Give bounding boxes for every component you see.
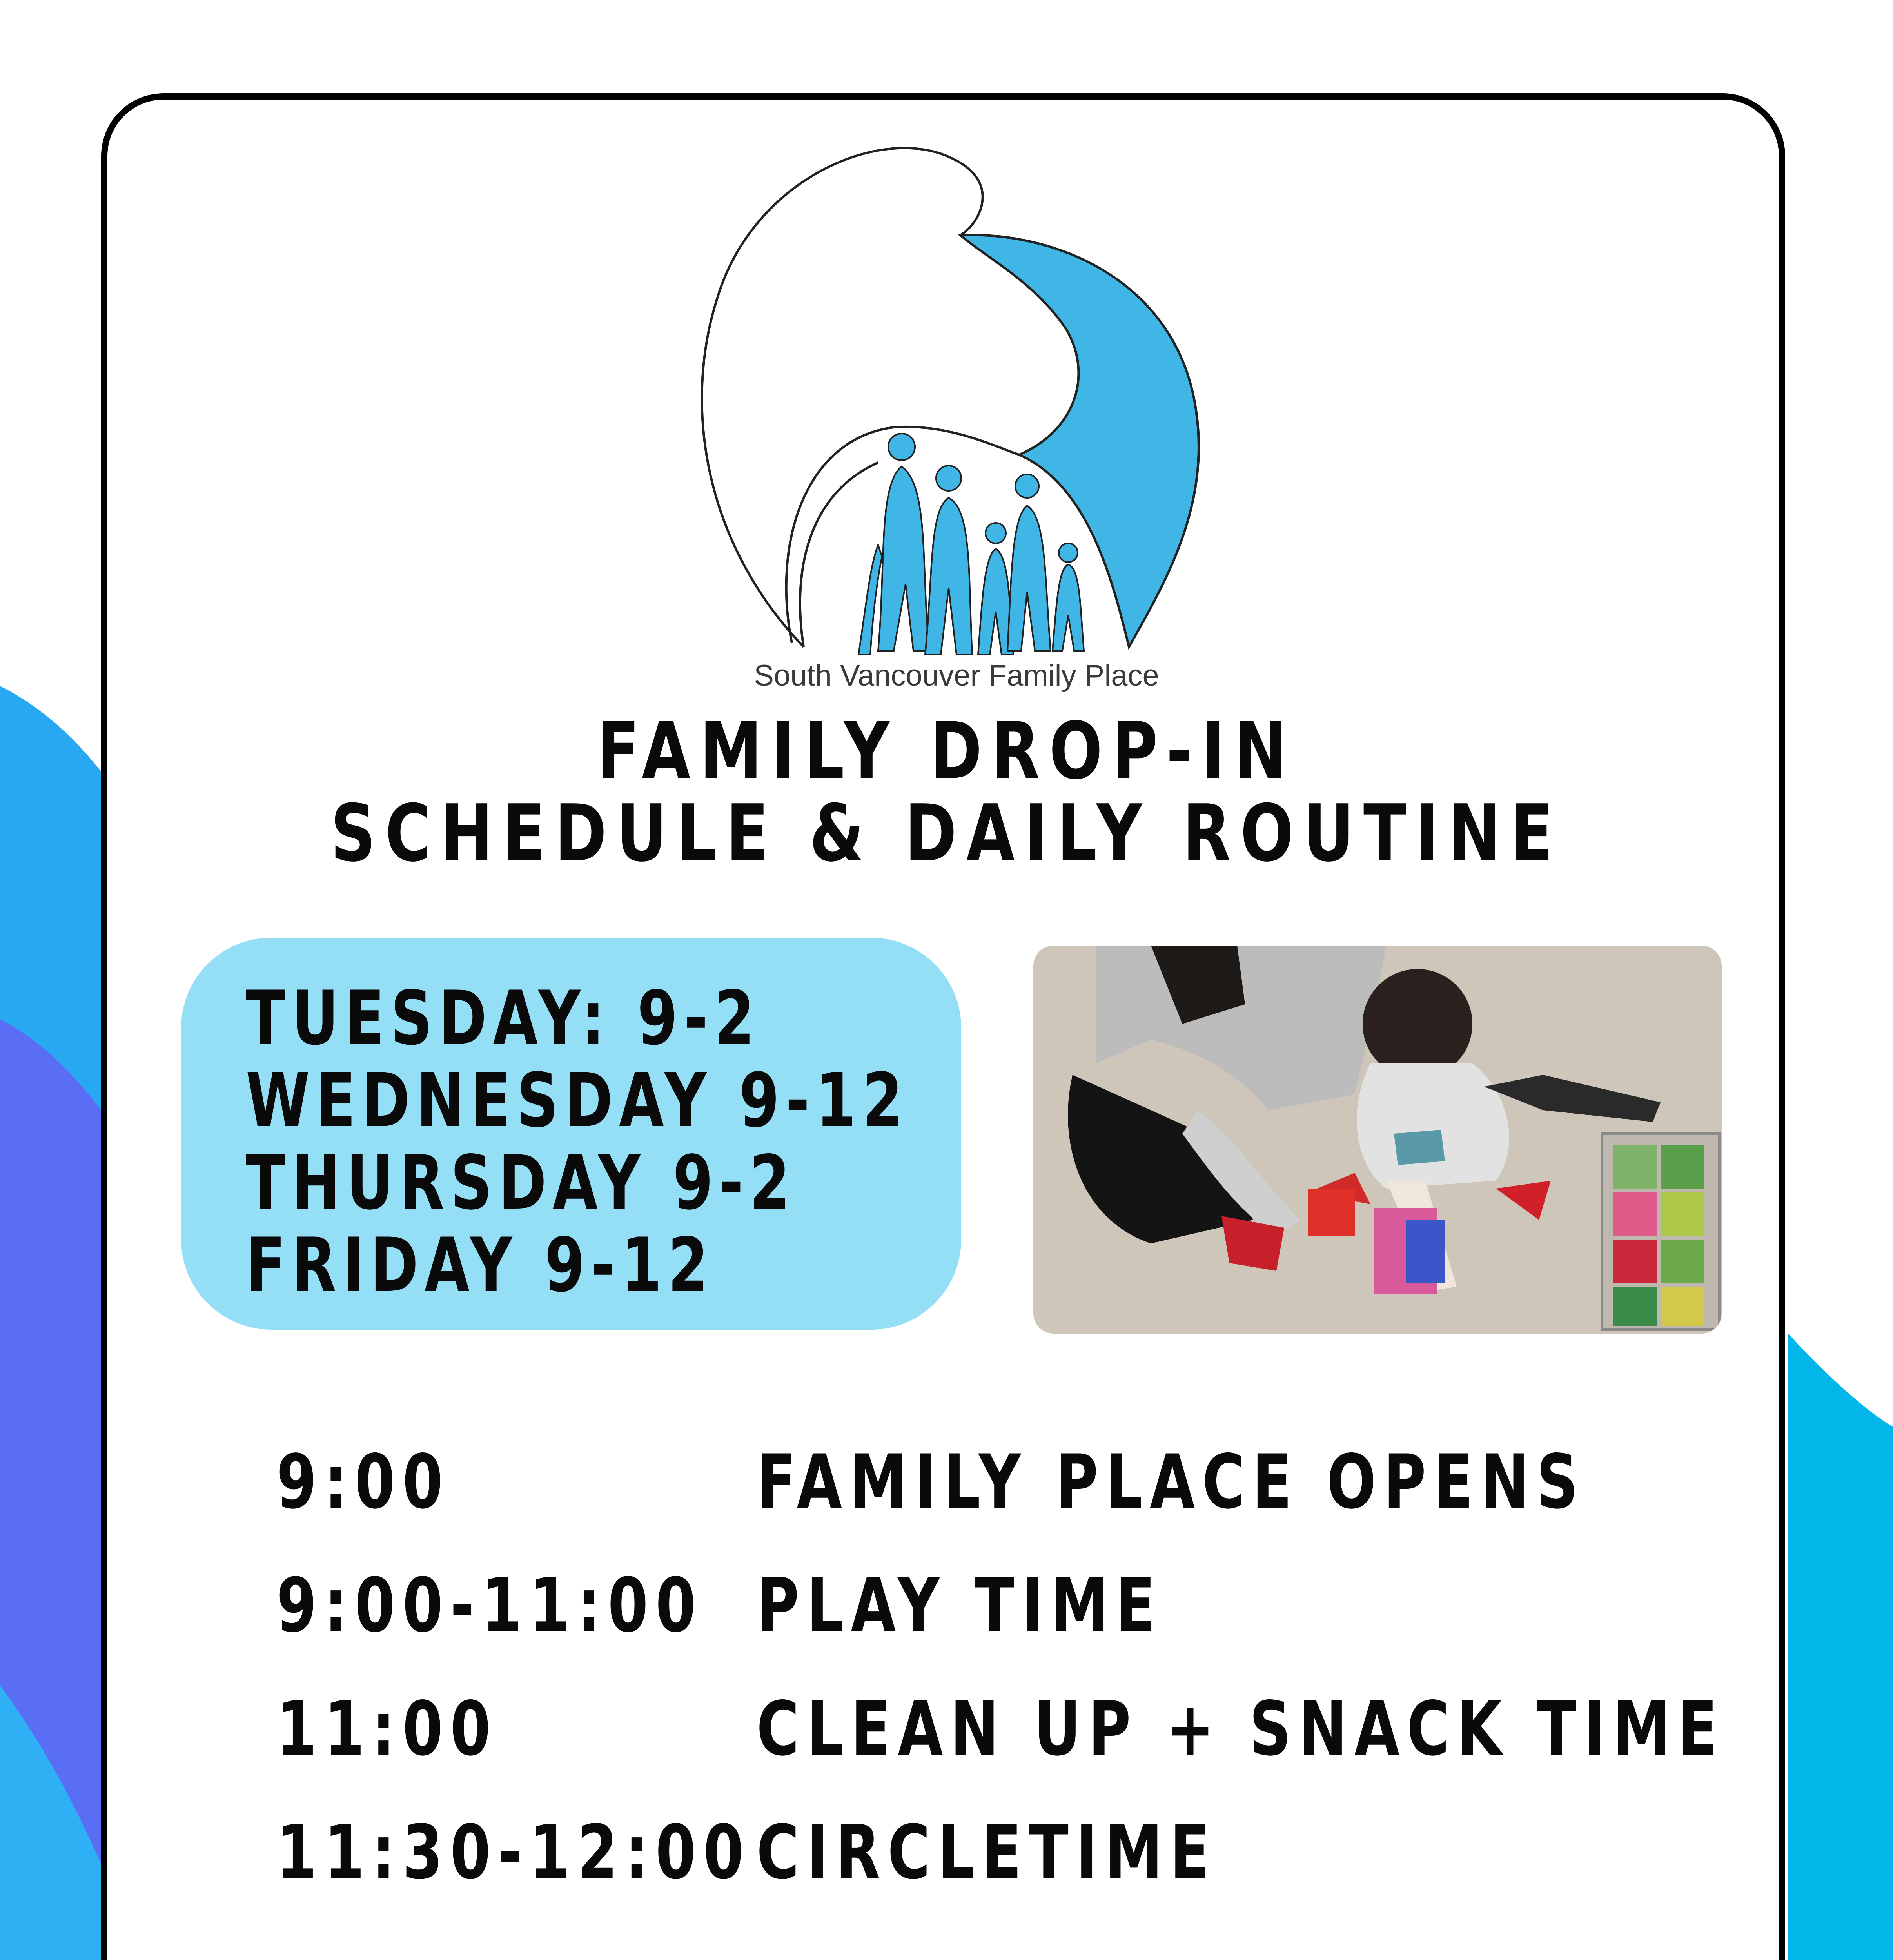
children-playing-photo [1033,946,1722,1334]
schedule-time: 9:00-11:00 [276,1562,704,1649]
schedule-row [0,1439,1893,1525]
family-heart-logo-icon [674,133,1239,682]
schedule-activity: CLEAN UP + SNACK TIME [757,1686,1725,1772]
organization-name: South Vancouver Family Place [754,659,1159,692]
schedule-time: 9:00 [276,1439,450,1525]
day-thursday: THURSDAY 9-2 [246,1140,796,1226]
day-wednesday: WEDNESDAY 9-12 [246,1057,909,1144]
schedule-time: 11:00 [276,1686,498,1772]
schedule-row [0,1809,1893,1895]
schedule-row [0,1686,1893,1772]
schedule-row [0,1562,1893,1648]
day-tuesday: TUESDAY: 9-2 [246,975,761,1062]
page-title-line2: SCHEDULE & DAILY ROUTINE [330,788,1563,879]
schedule-activity: PLAY TIME [757,1562,1163,1649]
schedule-activity: FAMILY PLACE OPENS [757,1439,1586,1525]
schedule-activity: CIRCLETIME [757,1809,1217,1896]
day-friday: FRIDAY 9-12 [246,1222,715,1308]
days-box [181,938,961,1330]
page-title-line1: FAMILY DROP-IN [597,706,1296,797]
schedule-time: 11:30-12:00 [276,1809,751,1896]
